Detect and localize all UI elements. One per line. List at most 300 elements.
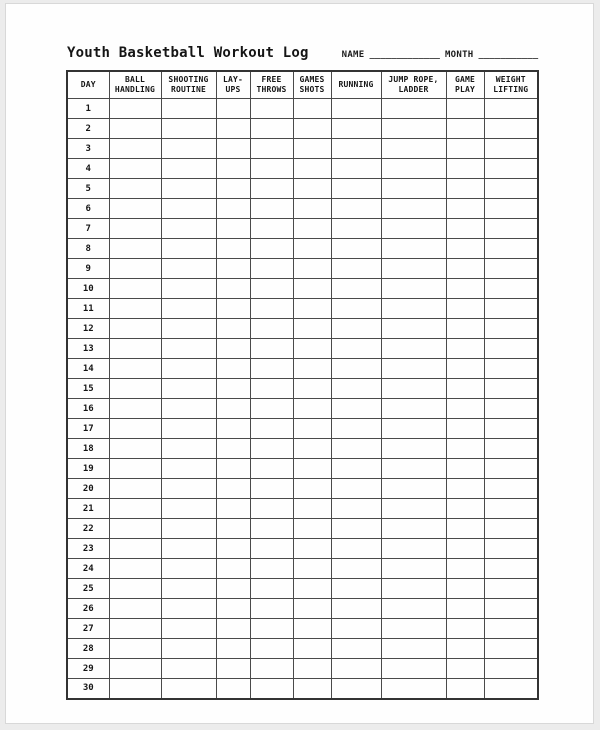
log-cell <box>250 99 293 119</box>
log-cell <box>216 299 250 319</box>
log-cell <box>250 259 293 279</box>
log-cell <box>293 599 331 619</box>
log-cell <box>109 579 161 599</box>
log-cell <box>293 239 331 259</box>
log-cell <box>381 499 446 519</box>
log-cell <box>216 499 250 519</box>
log-cell <box>331 319 381 339</box>
column-header-text: SHOOTING <box>168 75 209 84</box>
log-cell <box>331 519 381 539</box>
day-number: 11 <box>67 299 109 319</box>
name-label: NAME <box>341 50 365 60</box>
log-cell <box>446 399 484 419</box>
log-cell <box>446 319 484 339</box>
log-cell <box>381 479 446 499</box>
log-cell <box>216 279 250 299</box>
table-row <box>67 299 538 319</box>
log-cell <box>484 459 538 479</box>
log-cell <box>250 619 293 639</box>
log-cell <box>484 99 538 119</box>
log-cell <box>216 239 250 259</box>
log-cell <box>446 379 484 399</box>
log-cell <box>381 579 446 599</box>
log-cell <box>381 659 446 679</box>
day-number: 10 <box>67 279 109 299</box>
column-header-text: RUNNING <box>338 80 374 89</box>
log-cell <box>293 679 331 699</box>
log-cell <box>446 419 484 439</box>
log-cell <box>109 679 161 699</box>
log-cell <box>381 439 446 459</box>
log-cell <box>161 159 216 179</box>
log-cell <box>446 639 484 659</box>
log-cell <box>331 179 381 199</box>
log-cell <box>381 219 446 239</box>
log-cell <box>381 559 446 579</box>
log-cell <box>250 359 293 379</box>
day-number: 28 <box>67 639 109 659</box>
log-cell <box>161 599 216 619</box>
column-header-text: GAMES <box>299 75 325 84</box>
log-cell <box>109 639 161 659</box>
column-header-running <box>331 71 381 99</box>
log-cell <box>293 519 331 539</box>
log-cell <box>250 659 293 679</box>
log-cell <box>216 259 250 279</box>
log-cell <box>250 139 293 159</box>
log-cell <box>250 179 293 199</box>
log-cell <box>484 379 538 399</box>
column-header-text: FREE <box>261 75 282 84</box>
log-cell <box>109 219 161 239</box>
log-cell <box>250 119 293 139</box>
log-cell <box>161 659 216 679</box>
table-row <box>67 399 538 419</box>
month-fill-line: ___________ <box>478 50 539 60</box>
log-cell <box>109 519 161 539</box>
log-cell <box>331 499 381 519</box>
log-cell <box>216 619 250 639</box>
table-row <box>67 139 538 159</box>
day-number: 27 <box>67 619 109 639</box>
log-cell <box>331 639 381 659</box>
log-cell <box>216 639 250 659</box>
column-header-lay-ups <box>216 71 250 99</box>
log-cell <box>446 519 484 539</box>
table-row <box>67 519 538 539</box>
log-cell <box>250 379 293 399</box>
log-cell <box>161 99 216 119</box>
table-row <box>67 459 538 479</box>
log-cell <box>446 99 484 119</box>
log-cell <box>484 299 538 319</box>
column-header-text: LAY- <box>222 75 244 84</box>
column-header-shooting-routine <box>161 71 216 99</box>
log-cell <box>250 479 293 499</box>
column-header-jump-rope-ladder <box>381 71 446 99</box>
log-cell <box>109 199 161 219</box>
log-cell <box>109 599 161 619</box>
log-cell <box>484 559 538 579</box>
log-cell <box>216 119 250 139</box>
log-cell <box>250 299 293 319</box>
log-cell <box>216 139 250 159</box>
log-cell <box>331 419 381 439</box>
log-cell <box>250 439 293 459</box>
table-row <box>67 279 538 299</box>
log-cell <box>446 219 484 239</box>
log-cell <box>293 199 331 219</box>
log-cell <box>250 599 293 619</box>
log-cell <box>216 659 250 679</box>
table-row <box>67 359 538 379</box>
log-cell <box>381 299 446 319</box>
table-row <box>67 239 538 259</box>
log-cell <box>250 419 293 439</box>
log-cell <box>484 419 538 439</box>
log-cell <box>250 399 293 419</box>
log-cell <box>109 539 161 559</box>
log-cell <box>331 599 381 619</box>
log-cell <box>381 199 446 219</box>
log-cell <box>331 99 381 119</box>
log-cell <box>250 459 293 479</box>
log-cell <box>109 299 161 319</box>
log-cell <box>331 259 381 279</box>
log-cell <box>161 499 216 519</box>
log-cell <box>484 199 538 219</box>
log-cell <box>446 159 484 179</box>
log-cell <box>161 199 216 219</box>
log-cell <box>381 319 446 339</box>
log-cell <box>216 159 250 179</box>
table-row <box>67 579 538 599</box>
log-cell <box>293 419 331 439</box>
log-cell <box>109 379 161 399</box>
log-cell <box>161 639 216 659</box>
table-row <box>67 99 538 119</box>
log-cell <box>109 499 161 519</box>
log-cell <box>109 99 161 119</box>
log-cell <box>293 279 331 299</box>
log-cell <box>250 339 293 359</box>
log-cell <box>293 119 331 139</box>
log-cell <box>293 159 331 179</box>
log-cell <box>446 539 484 559</box>
log-cell <box>446 659 484 679</box>
log-cell <box>161 439 216 459</box>
log-cell <box>484 519 538 539</box>
log-cell <box>331 439 381 459</box>
log-cell <box>446 299 484 319</box>
column-header-text: WEIGHT <box>495 75 526 84</box>
column-header-text: LIFTING <box>493 85 529 94</box>
log-cell <box>381 139 446 159</box>
table-row <box>67 479 538 499</box>
log-cell <box>216 179 250 199</box>
log-cell <box>484 679 538 699</box>
log-cell <box>250 539 293 559</box>
day-number: 18 <box>67 439 109 459</box>
log-cell <box>216 539 250 559</box>
log-cell <box>331 559 381 579</box>
log-cell <box>161 319 216 339</box>
log-cell <box>484 259 538 279</box>
day-number: 17 <box>67 419 109 439</box>
log-cell <box>250 579 293 599</box>
log-cell <box>161 279 216 299</box>
log-cell <box>109 159 161 179</box>
log-cell <box>331 279 381 299</box>
log-cell <box>446 199 484 219</box>
log-cell <box>446 619 484 639</box>
month-label: MONTH <box>444 50 474 60</box>
log-cell <box>250 639 293 659</box>
log-cell <box>109 419 161 439</box>
log-cell <box>109 359 161 379</box>
log-cell <box>216 399 250 419</box>
log-cell <box>293 499 331 519</box>
log-cell <box>381 99 446 119</box>
log-cell <box>216 419 250 439</box>
log-cell <box>293 179 331 199</box>
log-cell <box>331 359 381 379</box>
table-row <box>67 219 538 239</box>
day-number: 7 <box>67 219 109 239</box>
log-cell <box>484 119 538 139</box>
log-cell <box>331 459 381 479</box>
log-cell <box>293 139 331 159</box>
table-row <box>67 599 538 619</box>
log-cell <box>109 119 161 139</box>
day-number: 20 <box>67 479 109 499</box>
log-cell <box>161 379 216 399</box>
log-cell <box>446 559 484 579</box>
log-cell <box>331 239 381 259</box>
log-cell <box>331 539 381 559</box>
log-cell <box>161 339 216 359</box>
table-row <box>67 639 538 659</box>
log-cell <box>216 339 250 359</box>
log-cell <box>381 279 446 299</box>
log-cell <box>331 299 381 319</box>
log-cell <box>446 279 484 299</box>
log-cell <box>484 579 538 599</box>
day-number: 14 <box>67 359 109 379</box>
column-header-day <box>67 71 109 99</box>
table-row <box>67 539 538 559</box>
day-number: 6 <box>67 199 109 219</box>
log-cell <box>331 119 381 139</box>
log-cell <box>161 559 216 579</box>
table-row <box>67 619 538 639</box>
log-cell <box>161 539 216 559</box>
log-cell <box>331 379 381 399</box>
log-cell <box>216 459 250 479</box>
log-cell <box>484 659 538 679</box>
log-cell <box>446 239 484 259</box>
column-header-games-shots <box>293 71 331 99</box>
log-cell <box>109 279 161 299</box>
log-cell <box>381 159 446 179</box>
table-row <box>67 199 538 219</box>
day-number: 25 <box>67 579 109 599</box>
log-cell <box>446 599 484 619</box>
log-cell <box>331 619 381 639</box>
log-cell <box>484 399 538 419</box>
log-cell <box>446 139 484 159</box>
log-cell <box>446 459 484 479</box>
log-cell <box>109 459 161 479</box>
log-cell <box>293 219 331 239</box>
log-cell <box>109 399 161 419</box>
log-cell <box>484 139 538 159</box>
log-cell <box>446 359 484 379</box>
column-header-weight-lifting <box>484 71 538 99</box>
column-header-game-play <box>446 71 484 99</box>
log-cell <box>484 239 538 259</box>
day-number: 8 <box>67 239 109 259</box>
log-cell <box>331 159 381 179</box>
log-cell <box>161 179 216 199</box>
document-page <box>6 4 593 723</box>
log-cell <box>250 199 293 219</box>
log-cell <box>216 319 250 339</box>
log-cell <box>293 459 331 479</box>
log-cell <box>446 479 484 499</box>
table-row <box>67 339 538 359</box>
log-cell <box>161 579 216 599</box>
log-cell <box>293 579 331 599</box>
log-cell <box>293 439 331 459</box>
day-number: 21 <box>67 499 109 519</box>
log-cell <box>331 579 381 599</box>
table-row <box>67 179 538 199</box>
log-cell <box>216 379 250 399</box>
log-cell <box>216 219 250 239</box>
log-cell <box>250 559 293 579</box>
table-head <box>67 71 538 99</box>
log-cell <box>216 559 250 579</box>
day-number: 9 <box>67 259 109 279</box>
table-row <box>67 259 538 279</box>
column-header-text: SHOTS <box>299 85 325 94</box>
table-row <box>67 379 538 399</box>
form-title: Youth Basketball Workout Log <box>67 45 309 61</box>
log-cell <box>216 199 250 219</box>
log-cell <box>331 479 381 499</box>
log-cell <box>381 399 446 419</box>
log-cell <box>381 339 446 359</box>
log-cell <box>293 619 331 639</box>
log-cell <box>293 639 331 659</box>
day-number: 16 <box>67 399 109 419</box>
log-cell <box>216 99 250 119</box>
log-cell <box>484 619 538 639</box>
log-cell <box>381 259 446 279</box>
log-cell <box>293 319 331 339</box>
log-cell <box>484 319 538 339</box>
log-cell <box>250 519 293 539</box>
day-number: 4 <box>67 159 109 179</box>
column-header-text: GAME <box>454 75 476 84</box>
log-cell <box>250 219 293 239</box>
day-number: 3 <box>67 139 109 159</box>
log-cell <box>109 659 161 679</box>
log-cell <box>484 359 538 379</box>
log-cell <box>250 239 293 259</box>
column-header-text: JUMP ROPE, <box>388 75 439 84</box>
log-cell <box>216 599 250 619</box>
log-cell <box>216 439 250 459</box>
month-field <box>445 50 538 60</box>
log-cell <box>250 499 293 519</box>
log-cell <box>446 339 484 359</box>
log-cell <box>331 219 381 239</box>
log-cell <box>381 359 446 379</box>
log-cell <box>381 639 446 659</box>
log-cell <box>484 539 538 559</box>
table-row <box>67 439 538 459</box>
log-cell <box>216 479 250 499</box>
log-cell <box>161 479 216 499</box>
name-fill-line: _____________ <box>369 50 440 60</box>
column-header-text: LADDER <box>398 85 429 94</box>
log-cell <box>109 619 161 639</box>
log-cell <box>161 519 216 539</box>
log-cell <box>484 439 538 459</box>
log-cell <box>293 299 331 319</box>
name-field <box>342 50 440 60</box>
table-body <box>67 99 538 699</box>
workout-log-table <box>66 70 539 700</box>
log-cell <box>293 399 331 419</box>
log-cell <box>216 359 250 379</box>
log-cell <box>381 619 446 639</box>
log-cell <box>109 319 161 339</box>
day-number: 5 <box>67 179 109 199</box>
table-row <box>67 499 538 519</box>
log-cell <box>109 239 161 259</box>
column-header-text: HANDLING <box>114 85 156 94</box>
log-cell <box>216 579 250 599</box>
log-cell <box>331 339 381 359</box>
log-cell <box>161 299 216 319</box>
day-number: 30 <box>67 679 109 699</box>
log-cell <box>446 259 484 279</box>
log-cell <box>293 659 331 679</box>
table-row <box>67 119 538 139</box>
log-cell <box>293 559 331 579</box>
log-cell <box>446 499 484 519</box>
log-cell <box>216 679 250 699</box>
log-cell <box>331 659 381 679</box>
log-cell <box>293 259 331 279</box>
log-cell <box>250 279 293 299</box>
log-cell <box>381 119 446 139</box>
day-number: 24 <box>67 559 109 579</box>
log-cell <box>161 219 216 239</box>
column-header-text: PLAY <box>454 85 476 94</box>
table-row <box>67 679 538 699</box>
day-number: 1 <box>67 99 109 119</box>
log-cell <box>484 599 538 619</box>
column-header-text: UPS <box>225 85 241 94</box>
log-cell <box>216 519 250 539</box>
log-cell <box>250 159 293 179</box>
log-cell <box>161 399 216 419</box>
table-row <box>67 659 538 679</box>
